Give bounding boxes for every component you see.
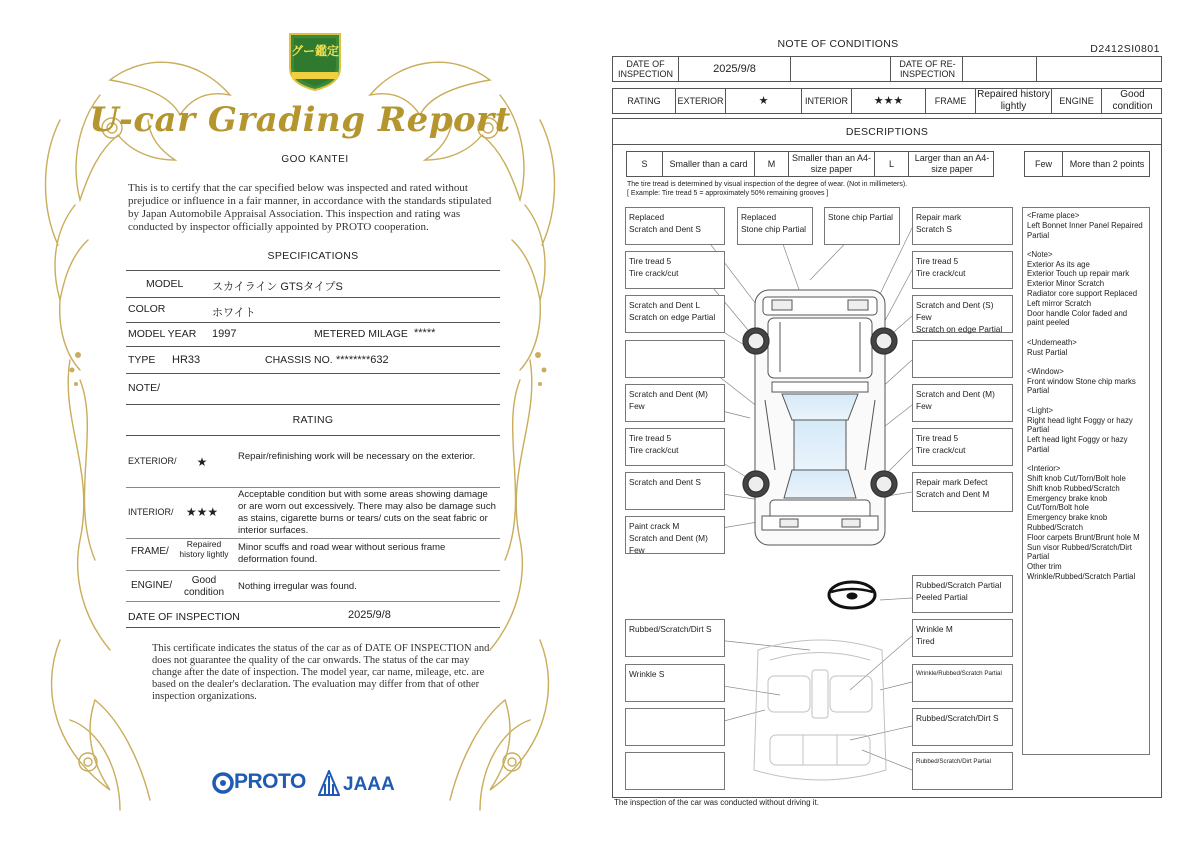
notes-body: Front window Stone chip marks Partial — [1027, 376, 1136, 396]
condition-box — [625, 664, 725, 702]
notes-heading: <Window> — [1027, 366, 1064, 376]
notes-body: Left Bonnet Inner Panel Repaired Partial — [1027, 220, 1143, 240]
condition-text: Wrinkle S — [629, 669, 665, 679]
condition-text: Stone chip Partial — [828, 212, 894, 222]
condition-box — [625, 295, 725, 333]
chassis-label: CHASSIS NO. — [265, 354, 333, 366]
condition-text: Tire crack/cut — [916, 268, 966, 278]
inspection-date-value: 2025/9/8 — [348, 609, 391, 621]
condition-text: Stone chip Partial — [741, 224, 807, 234]
condition-text: Tired — [916, 636, 935, 646]
condition-box — [912, 752, 1013, 790]
condition-text: Repair mark — [916, 212, 962, 222]
notes-group — [1027, 211, 1145, 240]
frame-label: FRAME — [926, 89, 976, 113]
type-value: HR33 — [172, 354, 201, 366]
condition-box — [912, 428, 1013, 466]
frame-label: FRAME/ — [131, 546, 169, 557]
rating-title: RATING — [292, 414, 334, 426]
exterior-description: Repair/refinishing work will be necessary on the exterior. — [238, 451, 476, 462]
condition-text: Tire tread 5 — [629, 433, 672, 443]
notes-heading: <Light> — [1027, 405, 1054, 415]
condition-box — [625, 428, 725, 466]
report-code: D2412SI0801 — [1090, 43, 1160, 55]
tire-note-line: The tire tread is determined by visual inspection of the degree of wear. (Not in millimeters). — [627, 181, 908, 188]
exterior-rating: ★ — [196, 455, 208, 469]
notes-body: Shift knob Cut/Torn/Bolt hole Shift knob Rubbed/Scratch Emergency brake knob Cut/Torn/Bolt hole Emergency brake knob Rubbed/Scratch Floor carpets Brunt/Brunt hole M Sun visor Rubbed/Scratch/Dirt Partial Other trim Wrinkle/Rubbed/Scratch Partial — [1027, 474, 1140, 581]
interior-label: INTERIOR — [802, 89, 852, 113]
condition-text: Scratch and Dent S — [629, 477, 701, 487]
condition-box — [912, 708, 1013, 746]
model-year-label: MODEL YEAR — [128, 328, 197, 340]
steering-wheel-icon — [829, 582, 875, 608]
engine-rating: Good condition — [1112, 89, 1153, 112]
condition-text: Rubbed/Scratch/Dirt S — [916, 713, 999, 723]
certificate-disclaimer: This certificate indicates the status of the car as of DATE OF INSPECTION and does not guarantee the quality of the car onwards. The status of the car may change after the date of inspection. The model year, car name, mileage, etc. are based on the dealer's declaration. The evaluation may differ from that of other inspection organizations. — [152, 643, 490, 702]
color-value: ホワイト — [212, 307, 256, 319]
condition-text: Scratch and Dent (M) Few — [629, 389, 708, 411]
condition-text: Wrinkle M — [916, 624, 953, 634]
condition-box — [625, 384, 725, 422]
engine-rating: Good condition — [183, 575, 225, 598]
descriptions-title: DESCRIPTIONS — [613, 119, 1161, 145]
date-inspection-value: 2025/9/8 — [679, 57, 791, 81]
condition-text: Scratch and Dent (M) Few — [629, 533, 708, 555]
notes-heading: <Frame place> — [1027, 211, 1080, 220]
tire-note-example: [ Example: Tire tread 5 = approximately 50% remaining grooves ] — [627, 190, 829, 197]
notes-body: Right head light Foggy or hazy Partial Left head light Foggy or hazy Partial — [1027, 415, 1133, 454]
exterior-label: EXTERIOR — [676, 89, 726, 113]
condition-box — [912, 472, 1013, 512]
engine-description: Nothing irregular was found. — [238, 581, 357, 592]
rating-label: RATING — [613, 89, 676, 113]
logo-text: グー鑑定 — [290, 44, 339, 58]
condition-text: Tire tread 5 — [916, 433, 959, 443]
condition-box — [625, 619, 725, 657]
condition-notes-panel — [1022, 207, 1150, 755]
frame-description: Minor scuffs and road wear without serious frame deformation found. — [238, 542, 446, 565]
mileage-label: METERED MILAGE — [314, 328, 408, 340]
legend-few-desc: More than 2 points — [1069, 158, 1145, 169]
notes-group — [1027, 338, 1145, 358]
condition-text: Scratch and Dent M — [916, 489, 990, 499]
reinspection-label: DATE OF RE-INSPECTION — [893, 57, 963, 81]
condition-text: Repair mark Defect — [916, 477, 988, 487]
condition-box — [912, 340, 1013, 378]
condition-text: Scratch on edge Partial — [916, 324, 1003, 334]
condition-box — [625, 251, 725, 289]
mileage-value: ***** — [414, 327, 436, 339]
condition-box — [912, 251, 1013, 289]
chassis-value: ********632 — [336, 354, 389, 366]
legend-s: S — [627, 152, 663, 176]
interior-label: INTERIOR/ — [128, 507, 174, 517]
condition-box — [824, 207, 900, 245]
type-label: TYPE — [128, 354, 156, 366]
condition-text: Peeled Partial — [916, 592, 968, 602]
notes-group — [1027, 406, 1145, 455]
condition-box — [912, 295, 1013, 333]
condition-text: Rubbed/Scratch/Dirt S — [629, 624, 712, 634]
condition-text: Tire tread 5 — [629, 256, 672, 266]
notes-body: Rust Partial — [1027, 347, 1068, 357]
legend-m: M — [755, 152, 789, 176]
condition-text: Tire tread 5 — [916, 256, 959, 266]
condition-text: Paint crack M — [629, 521, 680, 531]
report-title: U-car Grading Report — [89, 100, 511, 140]
frame-rating: Repaired history lightly — [976, 89, 1052, 113]
condition-text: Rubbed/Scratch Partial — [916, 580, 1002, 590]
model-label: MODEL — [146, 278, 184, 290]
condition-text: Scratch and Dent (S) Few — [916, 300, 994, 322]
interior-rating: ★★★ — [185, 505, 219, 519]
condition-text: Wrinkle/Rubbed/Scratch Partial — [916, 670, 1002, 677]
exterior-rating: ★ — [726, 89, 802, 113]
color-label: COLOR — [128, 303, 166, 315]
condition-box — [625, 207, 725, 245]
condition-text: Rubbed/Scratch/Dirt Partial — [916, 758, 991, 765]
frame-rating: Repaired history lightly — [179, 539, 229, 559]
condition-box — [625, 340, 725, 378]
condition-text: Replaced — [629, 212, 665, 222]
condition-text: Replaced — [741, 212, 777, 222]
specifications-title: SPECIFICATIONS — [267, 250, 359, 262]
condition-text: Scratch and Dent S — [629, 224, 701, 234]
engine-label: ENGINE/ — [131, 580, 173, 591]
legend-s-desc: Smaller than a card — [663, 152, 755, 176]
legend-l-desc: Larger than an A4-size paper — [914, 153, 990, 174]
inspection-footnote: The inspection of the car was conducted without driving it. — [614, 798, 819, 807]
exterior-label: EXTERIOR/ — [128, 456, 177, 466]
condition-box — [912, 619, 1013, 657]
jaaa-brand: JAAA — [343, 774, 395, 795]
interior-rating: ★★★ — [852, 89, 926, 113]
condition-text: Scratch on edge Partial — [629, 312, 716, 322]
model-value: スカイライン GTSタイプS — [212, 281, 343, 293]
legend-m-desc: Smaller than an A4-size paper — [789, 152, 875, 176]
condition-text: Tire crack/cut — [629, 268, 679, 278]
engine-label: ENGINE — [1052, 89, 1102, 113]
condition-box — [912, 384, 1013, 422]
notes-group — [1027, 367, 1145, 396]
notes-group — [1027, 250, 1145, 328]
notes-heading: <Underneath> — [1027, 337, 1077, 347]
condition-box — [625, 516, 725, 554]
condition-box — [912, 207, 1013, 245]
note-label: NOTE/ — [128, 382, 161, 394]
date-inspection-label: DATE OF INSPECTION — [613, 57, 679, 81]
inspection-date-label: DATE OF INSPECTION — [128, 611, 240, 623]
report-subtitle: GOO KANTEI — [281, 154, 349, 165]
condition-box — [912, 664, 1013, 702]
model-year-value: 1997 — [212, 328, 237, 340]
interior-description: Acceptable condition but with some areas showing damage or are worn out excessively. There may also be damage such as stains, cigarette burns or tears/ cuts on the seat fabric or interior surfaces. — [238, 489, 496, 536]
notes-heading: <Interior> — [1027, 464, 1061, 474]
condition-box — [625, 708, 725, 746]
condition-box — [737, 207, 813, 245]
condition-text: Scratch and Dent L — [629, 300, 701, 310]
notes-group — [1027, 464, 1145, 582]
condition-text: Scratch S — [916, 224, 952, 234]
proto-brand: PROTO — [234, 770, 306, 793]
condition-text: Scratch and Dent (M) Few — [916, 389, 995, 411]
legend-l: L — [875, 152, 909, 176]
condition-box — [912, 575, 1013, 613]
certification-statement: This is to certify that the car specified below was inspected and rated without prejudice or influence in a fair manner, in accordance with the standards stipulated by Japan Automobile Appraisal Association. This inspection and rating was conducted by inspector officially appointed by PROTO cooperation. — [128, 182, 492, 233]
condition-box — [625, 472, 725, 510]
condition-text: Tire crack/cut — [916, 445, 966, 455]
condition-text: Tire crack/cut — [629, 445, 679, 455]
condition-box — [625, 752, 725, 790]
legend-few: Few — [1025, 152, 1063, 176]
notes-body: Exterior As its age Exterior Touch up repair mark Exterior Minor Scratch Radiator core support Replaced Left mirror Scratch Door handle Color faded and paint peeled — [1027, 259, 1138, 328]
notes-heading: <Note> — [1027, 249, 1053, 259]
note-title: NOTE OF CONDITIONS — [777, 38, 899, 50]
